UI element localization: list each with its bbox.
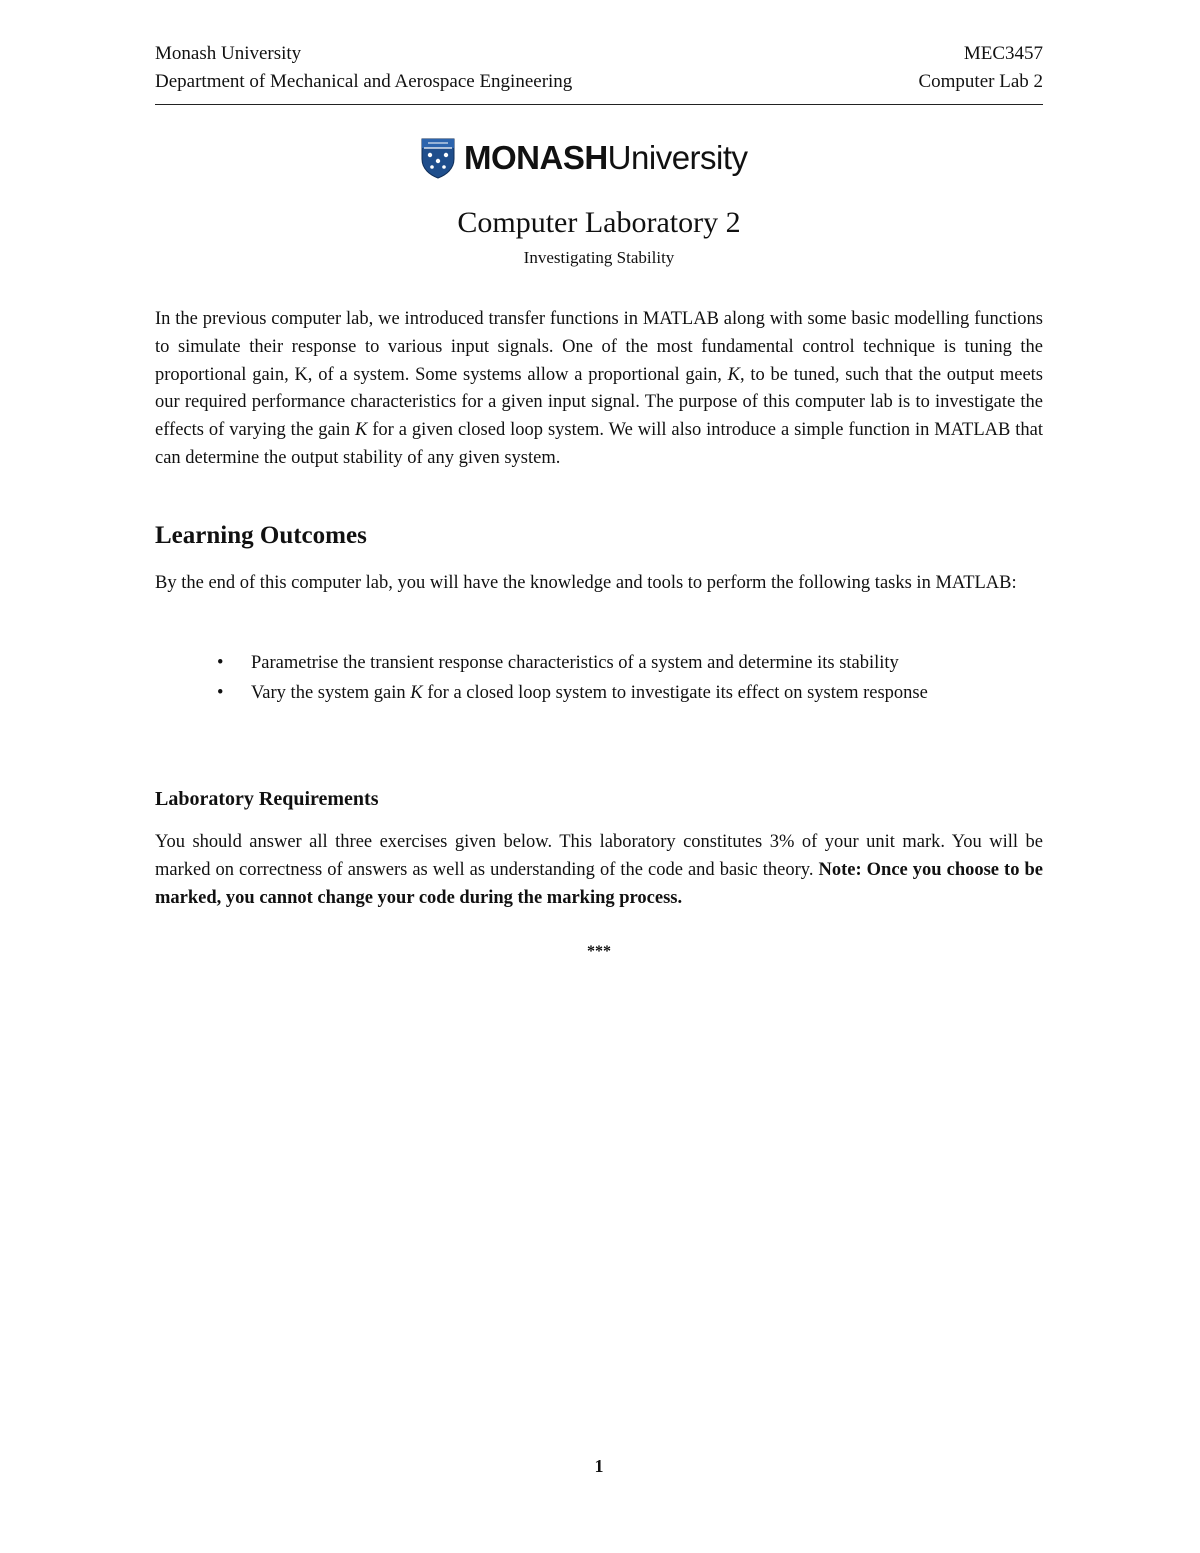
header-left [155, 40, 572, 96]
list-item: • Vary the system gain K for a closed loop system to investigate its effect on system response [155, 680, 1043, 708]
header-department: Department of Mechanical and Aerospace Engineering [155, 71, 573, 92]
document-title: Computer Laboratory 2 [457, 206, 741, 239]
bullet-icon: • [217, 682, 224, 703]
page-header [155, 40, 1043, 105]
section-separator: *** [587, 943, 611, 960]
page-number: 1 [594, 1456, 604, 1476]
intro-paragraph: In the previous computer lab, we introduced transfer functions in MATLAB along with some basic modelling functions to simulate their response to various input signals. One of the most fundamental control technique is tuning the proportional gain, K, of a system. Some systems allow a proportional gain, K, to be tuned, such that the output meets our required performance characteristics for a given input signal. The purpose of this computer lab is to investigate the effects of varying the gain K for a given closed loop system. We will also introduce a simple function in MATLAB that can determine the output stability of any given system. [155, 309, 1043, 468]
header-lab-name: Computer Lab 2 [918, 71, 1043, 92]
learning-outcomes-intro: By the end of this computer lab, you will have the knowledge and tools to perform the following tasks in MATLAB: [155, 573, 1017, 593]
marking-note: Note: Once you choose to be marked, you cannot change your code during the marking process. [155, 859, 1043, 908]
lab-requirements-heading: Laboratory Requirements [155, 788, 379, 810]
header-unit-code: MEC3457 [963, 43, 1043, 64]
bullet-icon: • [217, 653, 224, 673]
monash-crest-icon [420, 137, 456, 179]
learning-outcomes-list [155, 650, 1043, 710]
document-subtitle: Investigating Stability [523, 248, 675, 267]
list-item: • Parametrise the transient response characteristics of a system and determine its stability [155, 650, 1043, 678]
monash-logo [420, 136, 748, 180]
document-page [155, 0, 1043, 1553]
header-right [918, 40, 1043, 96]
learning-outcomes-heading: Learning Outcomes [155, 522, 367, 549]
logo-wordmark: MONASHUniversity [464, 139, 748, 176]
lab-requirements-paragraph: You should answer all three exercises given below. This laboratory constitutes 3% of your unit mark. You will be marked on correctness of answers as well as understanding of the code and basic theory. Note: Once you choose to be marked, you cannot change your code during the marking process. [155, 832, 1043, 908]
header-university: Monash University [155, 43, 302, 64]
